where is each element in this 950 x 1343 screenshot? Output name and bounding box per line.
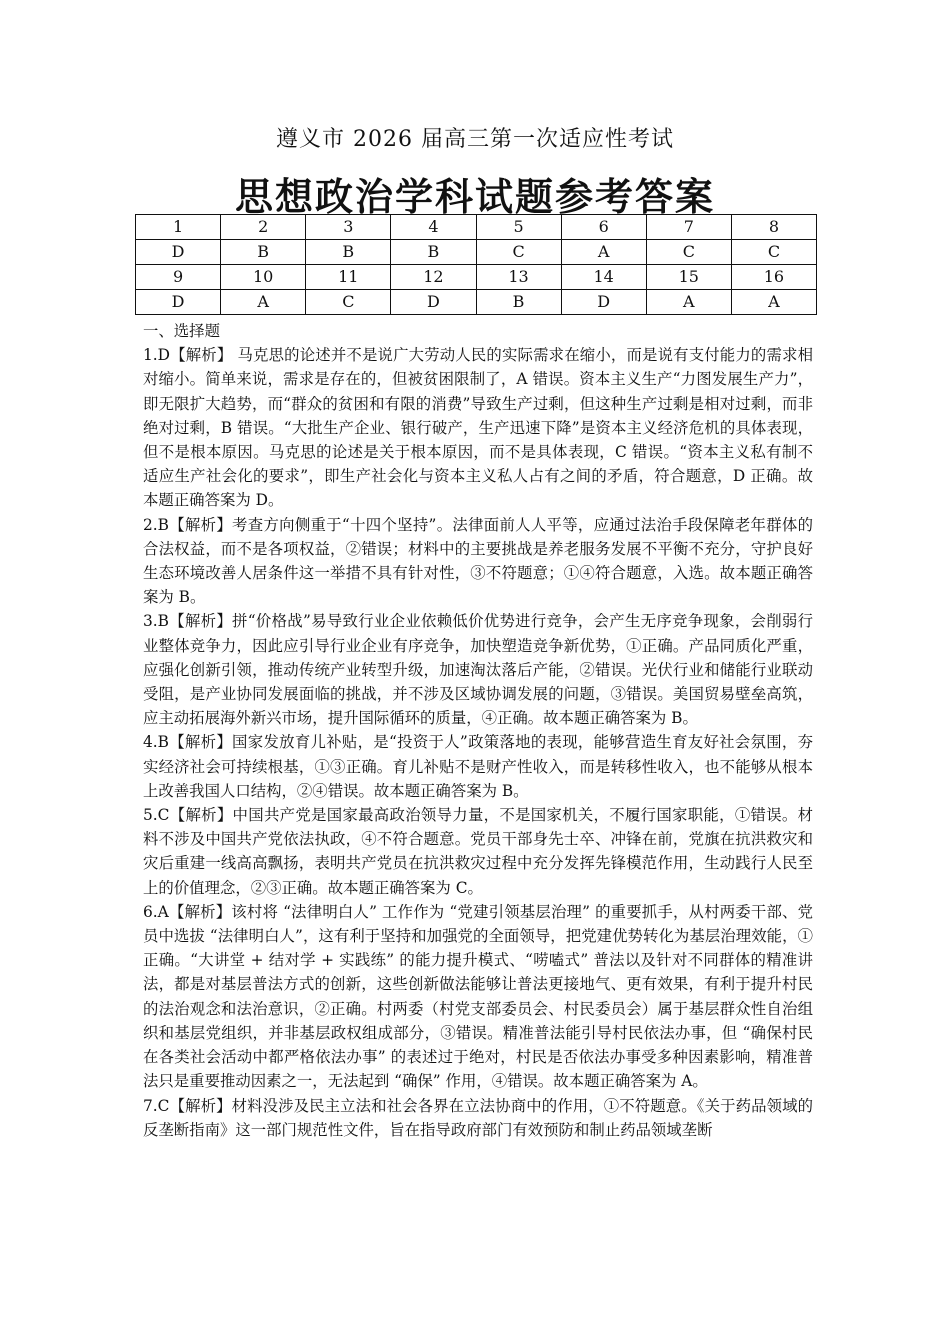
explanation-item: 2.B【解析】考查方向侧重于“十四个坚持”。法律面前人人平等，应通过法治手段保障老年群体的合法权益，而不是各项权益，②错误；材料中的主要挑战是养老服务发展不平衡不充分，守护良好生态环境改善人居条件这一举措不具有针对性，③不符题意；①④符合题意，入选。故本题正确答案为 B。 (143, 515, 813, 607)
answer-cell: D (391, 290, 476, 315)
question-number: 2 (221, 215, 306, 240)
question-number: 13 (476, 265, 561, 290)
question-number: 16 (731, 265, 816, 290)
section-heading: 一、选择题 (143, 322, 220, 340)
answer-cell: B (306, 240, 391, 265)
explanation-item: 1.D【解析】 马克思的论述并不是说广大劳动人民的实际需求在缩小，而是说有支付能力的需求相对缩小。简单来说，需求是存在的，但被贫困限制了，A 错误。资本主义生产“力图发展生产力”，即无限扩大趋势，而“群众的贫困和有限的消费”导致生产过剩，但这种生产过剩是相对过剩，而非绝对过剩，B 错误。“大批生产企业、银行破产，生产迅速下降”是资本主义经济危机的具体表现，但不是根本原因。马克思的论述是关于根本原因，而不是具体表现，C 错误。“资本主义私有制不适应生产社会化的要求”，即生产社会化与资本主义私人占有之间的矛盾，符合题意，D 正确。故本题正确答案为 D。 (143, 346, 813, 510)
answer-cell: B (221, 240, 306, 265)
explanation-item: 6.A【解析】该村将 “法律明白人” 工作作为 “党建引领基层治理” 的重要抓手，从村两委干部、党员中选拔 “法律明白人”，这有利于坚持和加强党的全面领导，把党建优势转化为基层治理效能，①正确。“大讲堂 + 结对学 + 实践练” 的能力提升模式、“唠嗑式” 普法以及针对不同群体的精准讲法，都是对基层普法方式的创新，这些创新做法能够让普法更接地气、更有效果，有利于提升村民的法治观念和法治意识，②正确。村两委（村党支部委员会、村民委员会）属于基层群众性自治组织和基层党组织，并非基层政权组成部分，③错误。精准普法能引导村民依法办事，但 “确保村民在各类社会活动中都严格依法办事” 的表述过于绝对，村民是否依法办事受多种因素影响，精准普法只是重要推动因素之一，无法起到 “确保” 作用，④错误。故本题正确答案为 A。 (143, 902, 813, 1091)
answer-cell: C (646, 240, 731, 265)
answer-cell: C (731, 240, 816, 265)
question-number: 3 (306, 215, 391, 240)
answer-cell: B (391, 240, 476, 265)
question-number: 7 (646, 215, 731, 240)
answer-cell: A (221, 290, 306, 315)
question-number: 6 (561, 215, 646, 240)
table-row (136, 265, 817, 290)
explanation-item: 7.C【解析】材料没涉及民主立法和社会各界在立法协商中的作用，①不符题意。《关于药品领域的反垄断指南》这一部门规范性文件，旨在指导政府部门有效预防和制止药品领域垄断 (143, 1096, 813, 1139)
answer-cell: A (561, 240, 646, 265)
table-row (136, 215, 817, 240)
explanations-body (143, 319, 813, 1142)
question-number: 12 (391, 265, 476, 290)
explanation-item: 3.B【解析】拼“价格战”易导致行业企业依赖低价优势进行竞争，会产生无序竞争现象，会削弱行业整体竞争力，因此应引导行业企业有序竞争，加快塑造竞争新优势，①正确。产品同质化严重，应强化创新引领，推动传统产业转型升级，加速淘汰落后产能，②错误。光伏行业和储能行业联动受阻，是产业协同发展面临的挑战，并不涉及区域协调发展的问题，③错误。美国贸易壁垒高筑，应主动拓展海外新兴市场，提升国际循环的质量，④正确。故本题正确答案为 B。 (143, 612, 813, 728)
question-number: 14 (561, 265, 646, 290)
answer-cell: D (136, 290, 221, 315)
question-number: 15 (646, 265, 731, 290)
answer-cell: A (731, 290, 816, 315)
answer-table (135, 214, 817, 315)
question-number: 1 (136, 215, 221, 240)
table-row (136, 290, 817, 315)
question-number: 11 (306, 265, 391, 290)
question-number: 9 (136, 265, 221, 290)
answer-cell: A (646, 290, 731, 315)
table-row (136, 240, 817, 265)
answer-cell: C (476, 240, 561, 265)
answer-cell: D (136, 240, 221, 265)
explanation-item: 4.B【解析】国家发放育儿补贴，是“投资于人”政策落地的表现，能够营造生育友好社会氛围，夯实经济社会可持续根基，①③正确。育儿补贴不是财产性收入，而是转移性收入，也不能够从根本上改善我国人口结构，②④错误。故本题正确答案为 B。 (143, 733, 813, 800)
answer-cell: D (561, 290, 646, 315)
answer-cell: B (476, 290, 561, 315)
answer-cell: C (306, 290, 391, 315)
question-number: 4 (391, 215, 476, 240)
exam-title: 思想政治学科试题参考答案 (234, 175, 715, 219)
question-number: 10 (221, 265, 306, 290)
question-number: 8 (731, 215, 816, 240)
explanation-item: 5.C【解析】中国共产党是国家最高政治领导力量，不是国家机关，不履行国家职能，①错误。材料不涉及中国共产党依法执政，④不符合题意。党员干部身先士卒、冲锋在前，党旗在抗洪救灾和灾后重建一线高高飘扬，表明共产党员在抗洪救灾过程中充分发挥先锋模范作用，生动践行人民至上的价值理念，②③正确。故本题正确答案为 C。 (143, 806, 813, 897)
exam-subtitle: 遵义市 2026 届高三第一次适应性考试 (276, 127, 674, 152)
question-number: 5 (476, 215, 561, 240)
